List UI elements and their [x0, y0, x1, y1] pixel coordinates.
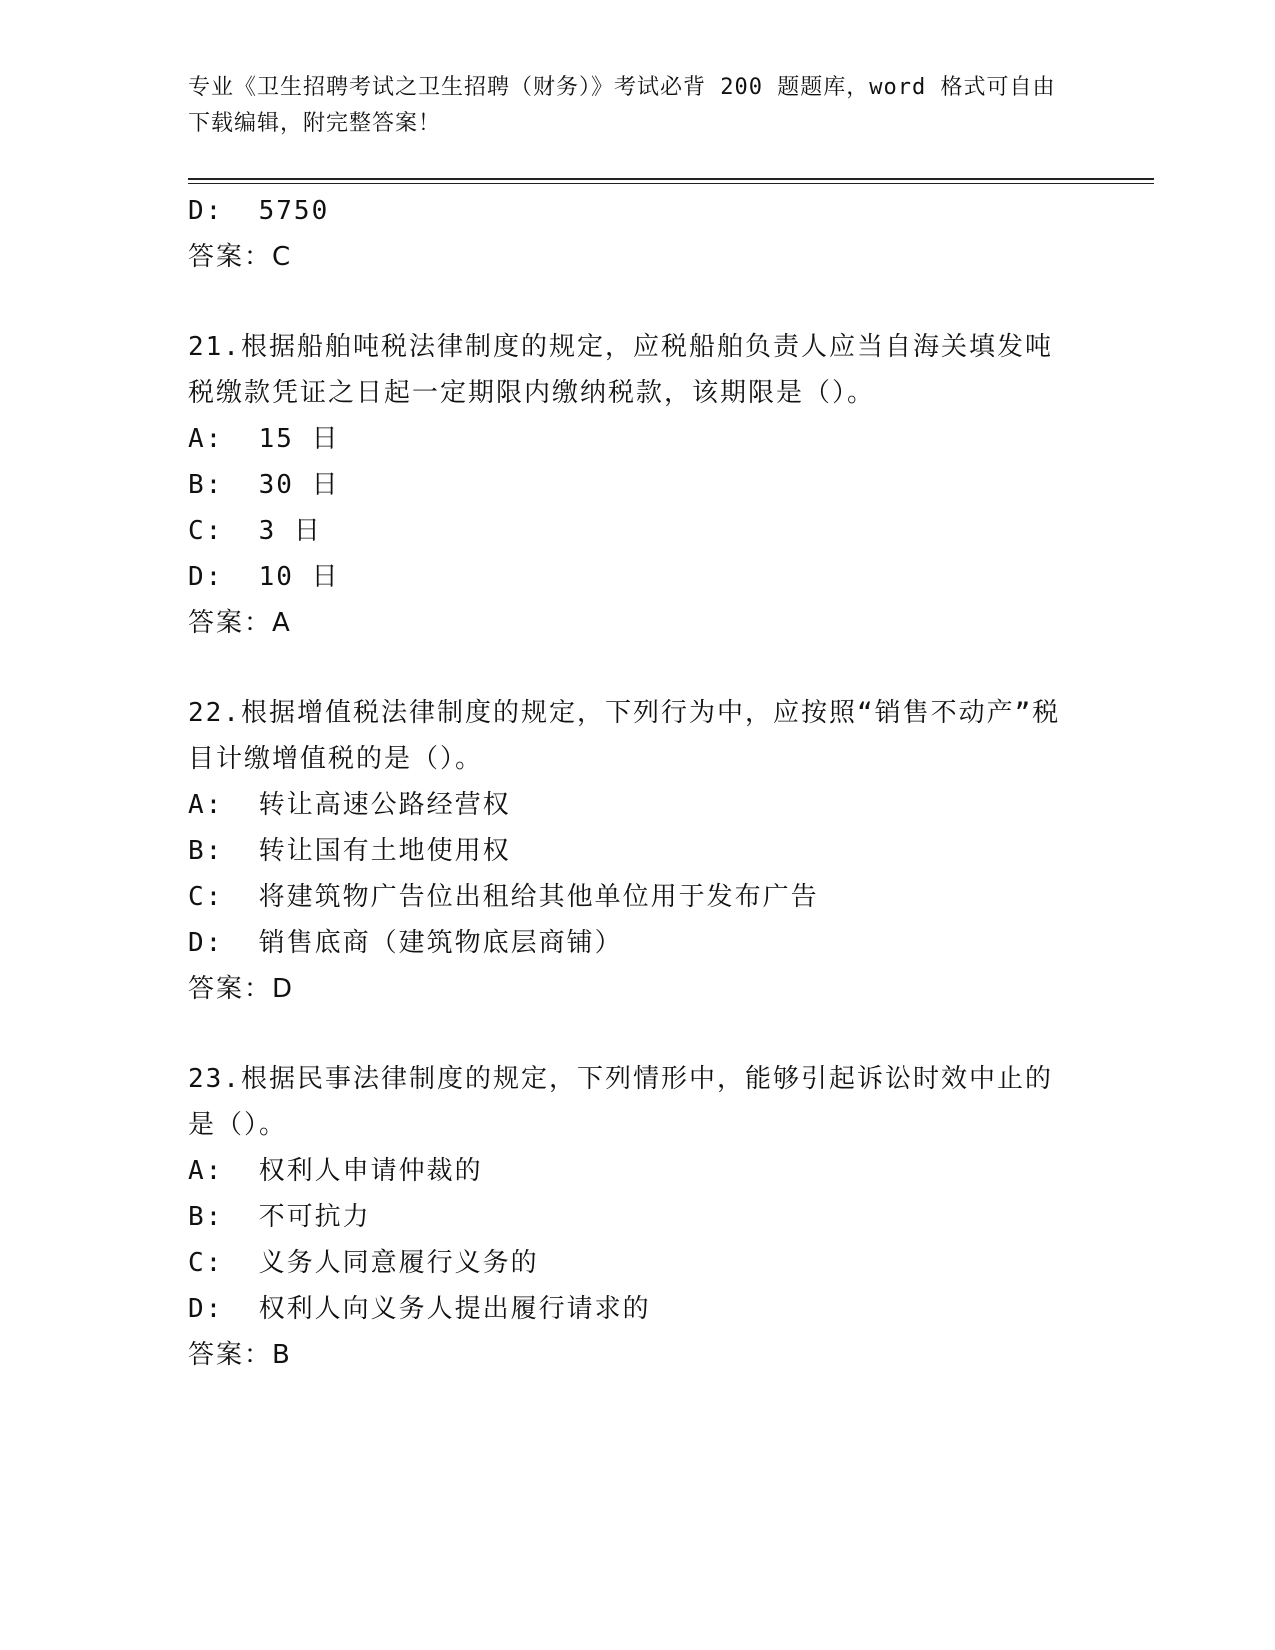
question-block: [188, 324, 1088, 646]
header-divider-thick: [188, 178, 1154, 180]
spacer: [188, 646, 1088, 690]
document-header: 专业《卫生招聘考试之卫生招聘（财务）》考试必背 200 题题库，word 格式可自由下载编辑，附完整答案！: [188, 75, 1056, 136]
option-a: A: 权利人申请仲裁的: [188, 1156, 483, 1186]
option-d: D: 10 日: [188, 562, 340, 592]
answer-line: 答案：D: [188, 974, 295, 1004]
option-d: D: 权利人向义务人提出履行请求的: [188, 1294, 651, 1324]
option-b: B: 30 日: [188, 470, 340, 500]
option-b: B: 不可抗力: [188, 1202, 371, 1232]
question-stem: 22.根据增值税法律制度的规定，下列行为中，应按照“销售不动产”税目计缴增值税的是（）。: [188, 698, 1061, 774]
option-c: C: 义务人同意履行义务的: [188, 1248, 539, 1278]
option-c: C: 3 日: [188, 516, 322, 546]
option-d: D: 5750: [188, 196, 330, 226]
question-block: [188, 1056, 1088, 1378]
header-divider-thin: [188, 183, 1154, 184]
spacer: [188, 1012, 1088, 1056]
question-stem: 21.根据船舶吨税法律制度的规定，应税船舶负责人应当自海关填发吨税缴款凭证之日起一定期限内缴纳税款，该期限是（）。: [188, 332, 1053, 408]
option-c: C: 将建筑物广告位出租给其他单位用于发布广告: [188, 882, 819, 912]
question-block: [188, 690, 1088, 1012]
option-a: A: 15 日: [188, 424, 340, 454]
question-stem: 23.根据民事法律制度的规定，下列情形中，能够引起诉讼时效中止的是（）。: [188, 1064, 1053, 1140]
option-b: B: 转让国有土地使用权: [188, 836, 511, 866]
answer-line: 答案：B: [188, 1340, 292, 1370]
question-content: [188, 188, 1088, 1378]
option-a: A: 转让高速公路经营权: [188, 790, 511, 820]
spacer: [188, 280, 1088, 324]
answer-line: 答案：C: [188, 242, 293, 272]
option-d: D: 销售底商（建筑物底层商铺）: [188, 928, 623, 958]
answer-line: 答案：A: [188, 608, 292, 638]
